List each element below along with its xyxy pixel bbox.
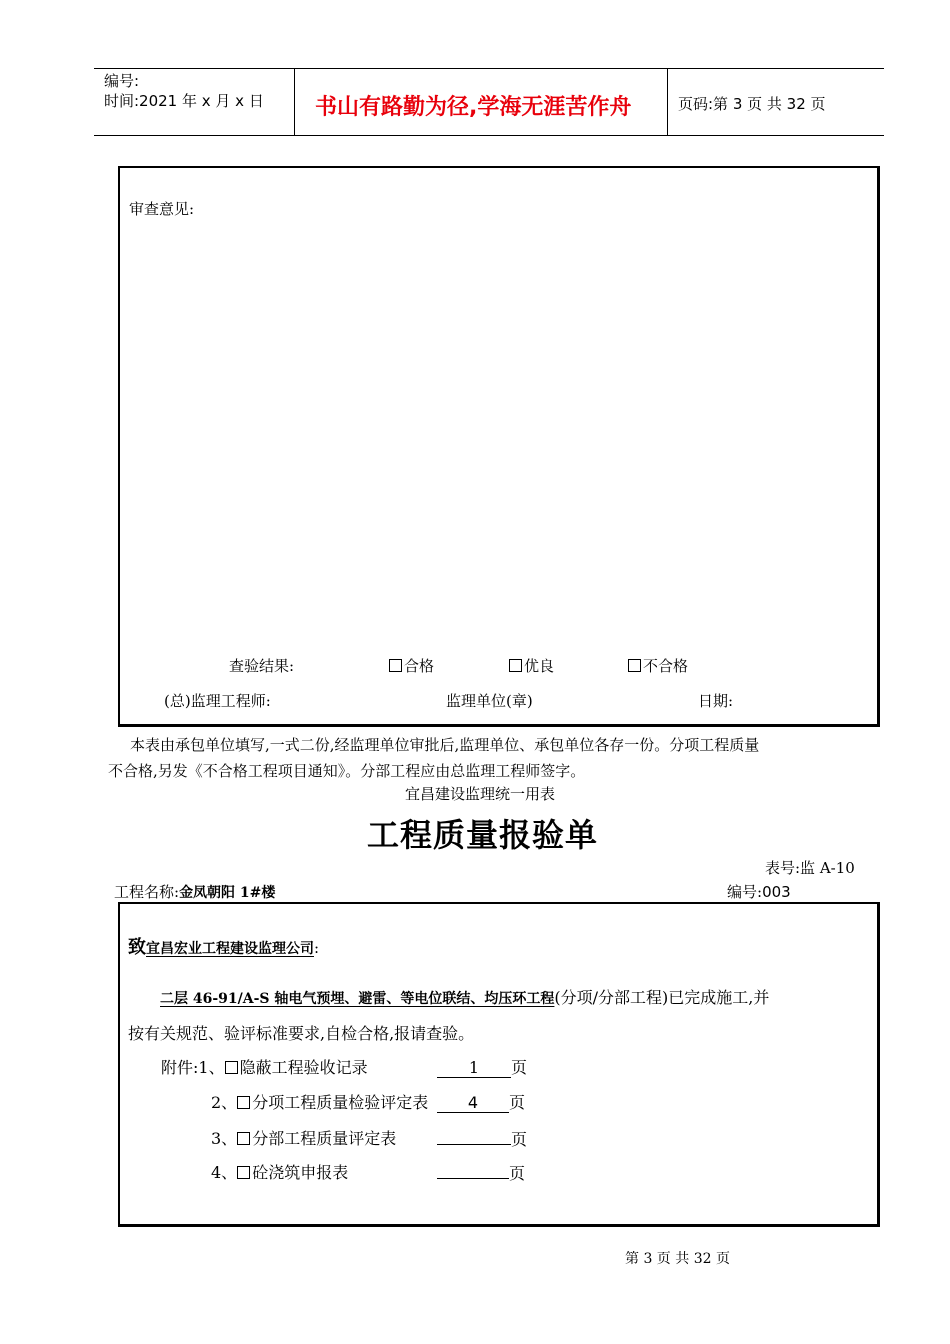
option-excellent[interactable] [509, 655, 554, 676]
header-time-label: 时间:2021 年 x 月 x 日 [104, 92, 264, 110]
attachment-unit: 页 [511, 1130, 528, 1149]
addressee-suffix: : [314, 939, 320, 957]
attachment-index: 2、 [211, 1093, 238, 1112]
attachments-label: 附件: [161, 1058, 199, 1077]
project-name-label: 工程名称: [114, 883, 180, 901]
attachment-2 [211, 1090, 428, 1113]
checkbox-icon[interactable] [237, 1132, 250, 1145]
addressee-line [128, 933, 319, 959]
form-number: 表号:监 A-10 [765, 859, 855, 877]
attachment-1-count [437, 1055, 527, 1078]
header-bottom-rule [94, 135, 884, 136]
attachment-name: 砼浇筑申报表 [252, 1163, 349, 1182]
attachment-2-count [437, 1090, 525, 1113]
option-pass[interactable] [389, 655, 434, 676]
attachment-4-count [437, 1160, 525, 1184]
checkbox-icon[interactable] [225, 1061, 238, 1074]
attachment-1 [161, 1055, 368, 1078]
serial-value: 003 [762, 883, 791, 901]
date-label: 日期: [698, 692, 734, 710]
checkbox-icon[interactable] [509, 659, 522, 672]
attachment-4 [211, 1160, 348, 1183]
header-motto: 书山有路勤为径,学海无涯苦作舟 [315, 95, 632, 120]
inspection-result-label: 查验结果: [229, 657, 295, 675]
org-line: 宜昌建设监理统一用表 [405, 785, 556, 803]
attachment-count [437, 1126, 511, 1145]
option-fail[interactable] [628, 655, 688, 676]
checkbox-icon[interactable] [237, 1096, 250, 1109]
serial-field [727, 881, 791, 902]
project-name-value: 金凤朝阳 1#楼 [179, 885, 276, 901]
attachment-name: 隐蔽工程验收记录 [239, 1058, 368, 1077]
option-pass-label: 合格 [404, 657, 435, 675]
work-item-line [160, 985, 769, 1008]
checkbox-icon[interactable] [237, 1166, 250, 1179]
review-opinion-label: 审查意见: [129, 200, 195, 218]
form-title: 工程质量报验单 [367, 816, 599, 854]
serial-label: 编号: [727, 883, 763, 901]
attachment-name: 分部工程质量评定表 [252, 1129, 397, 1148]
self-check-line: 按有关规范、验评标准要求,自检合格,报请查验。 [128, 1024, 475, 1043]
attachment-3 [211, 1126, 396, 1149]
option-excellent-label: 优良 [524, 657, 555, 675]
checkbox-icon[interactable] [389, 659, 402, 672]
option-fail-label: 不合格 [643, 657, 689, 675]
attachment-index: 1、 [198, 1058, 225, 1077]
footer-page-number: 第 3 页 共 32 页 [625, 1251, 730, 1267]
attachment-3-count [437, 1126, 527, 1150]
note-line-2: 不合格,另发《不合格工程项目通知》。分部工程应由总监理工程师签字。 [108, 762, 586, 780]
header-divider-right [667, 68, 668, 136]
checkbox-icon[interactable] [628, 659, 641, 672]
engineer-label: (总)监理工程师: [164, 692, 271, 710]
work-item: 二层 46-91/A-S 轴电气预埋、避雷、等电位联结、均压环工程 [160, 991, 555, 1007]
attachment-count: 1 [437, 1059, 511, 1078]
attachment-unit: 页 [509, 1093, 526, 1112]
attachment-count: 4 [437, 1094, 509, 1113]
header-top-rule [94, 68, 884, 69]
attachment-index: 3、 [211, 1129, 238, 1148]
attachment-name: 分项工程质量检验评定表 [252, 1093, 429, 1112]
addressee-prefix: 致 [128, 937, 146, 958]
attachment-count [437, 1160, 509, 1179]
note-line-1: 本表由承包单位填写,一式二份,经监理单位审批后,监理单位、承包单位各存一份。分项工程质量 [130, 736, 760, 754]
header-code-label: 编号: [104, 72, 140, 90]
attachment-unit: 页 [511, 1058, 528, 1077]
header-divider-left [294, 68, 295, 136]
header-page-label: 页码:第 3 页 共 32 页 [678, 95, 826, 113]
project-name-field [114, 881, 275, 902]
addressee-company: 宜昌宏业工程建设监理公司 [146, 941, 314, 957]
review-box [118, 166, 880, 727]
attachment-index: 4、 [211, 1163, 238, 1182]
attachment-unit: 页 [509, 1164, 526, 1183]
work-type-suffix: (分项/分部工程)已完成施工,并 [554, 988, 770, 1007]
unit-seal-label: 监理单位(章) [446, 692, 533, 710]
